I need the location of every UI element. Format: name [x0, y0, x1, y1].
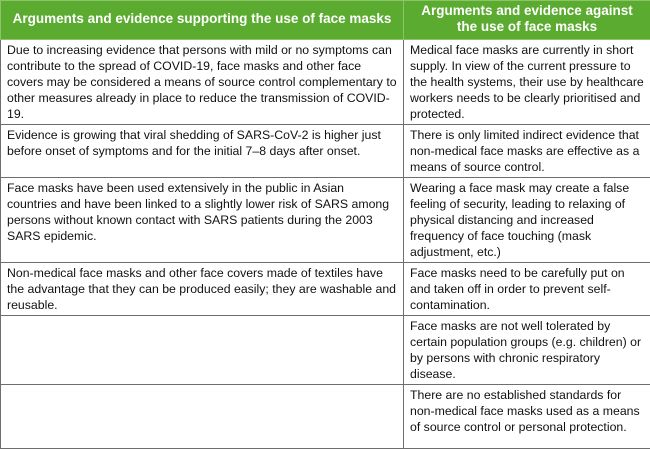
against-cell: Face masks are not well tolerated by certain population groups (e.g. children) or by persons with chronic respiratory disease. — [404, 316, 650, 385]
table-row — [1, 316, 650, 385]
table-header-row — [1, 1, 650, 40]
supporting-cell: Face masks have been used extensively in the public in Asian countries and have been linked to a slightly lower risk of SARS among persons without known contact with SARS patients during the 2003 SARS epidemic. — [1, 178, 404, 263]
against-cell: Wearing a face mask may create a false feeling of security, leading to relaxing of physical distancing and increased frequency of face touching (mask adjustment, etc.) — [404, 178, 650, 263]
supporting-cell-empty — [1, 316, 404, 385]
supporting-cell: Due to increasing evidence that persons with mild or no symptoms can contribute to the spread of COVID-19, face masks and other face covers may be considered a means of source control complementary to other measures already in place to reduce the transmission of COVID-19. — [1, 40, 404, 125]
table-row — [1, 263, 650, 316]
against-cell: Face masks need to be carefully put on and taken off in order to prevent self-contamination. — [404, 263, 650, 316]
table-row — [1, 385, 650, 449]
supporting-cell: Non-medical face masks and other face covers made of textiles have the advantage that they can be produced easily; they are washable and reusable. — [1, 263, 404, 316]
table-row — [1, 178, 650, 263]
supporting-cell: Evidence is growing that viral shedding of SARS-CoV-2 is higher just before onset of symptoms and for the initial 7–8 days after onset. — [1, 125, 404, 178]
header-against: Arguments and evidence against the use of face masks — [404, 1, 650, 40]
against-cell: There is only limited indirect evidence that non-medical face masks are effective as a means of source control. — [404, 125, 650, 178]
table-row — [1, 125, 650, 178]
against-cell: Medical face masks are currently in short supply. In view of the current pressure to the health systems, their use by healthcare workers needs to be clearly prioritised and protected. — [404, 40, 650, 125]
table-row — [1, 40, 650, 125]
against-cell: There are no established standards for non-medical face masks used as a means of source control or personal protection. — [404, 385, 650, 449]
header-supporting: Arguments and evidence supporting the use of face masks — [1, 1, 404, 40]
supporting-cell-empty — [1, 385, 404, 449]
